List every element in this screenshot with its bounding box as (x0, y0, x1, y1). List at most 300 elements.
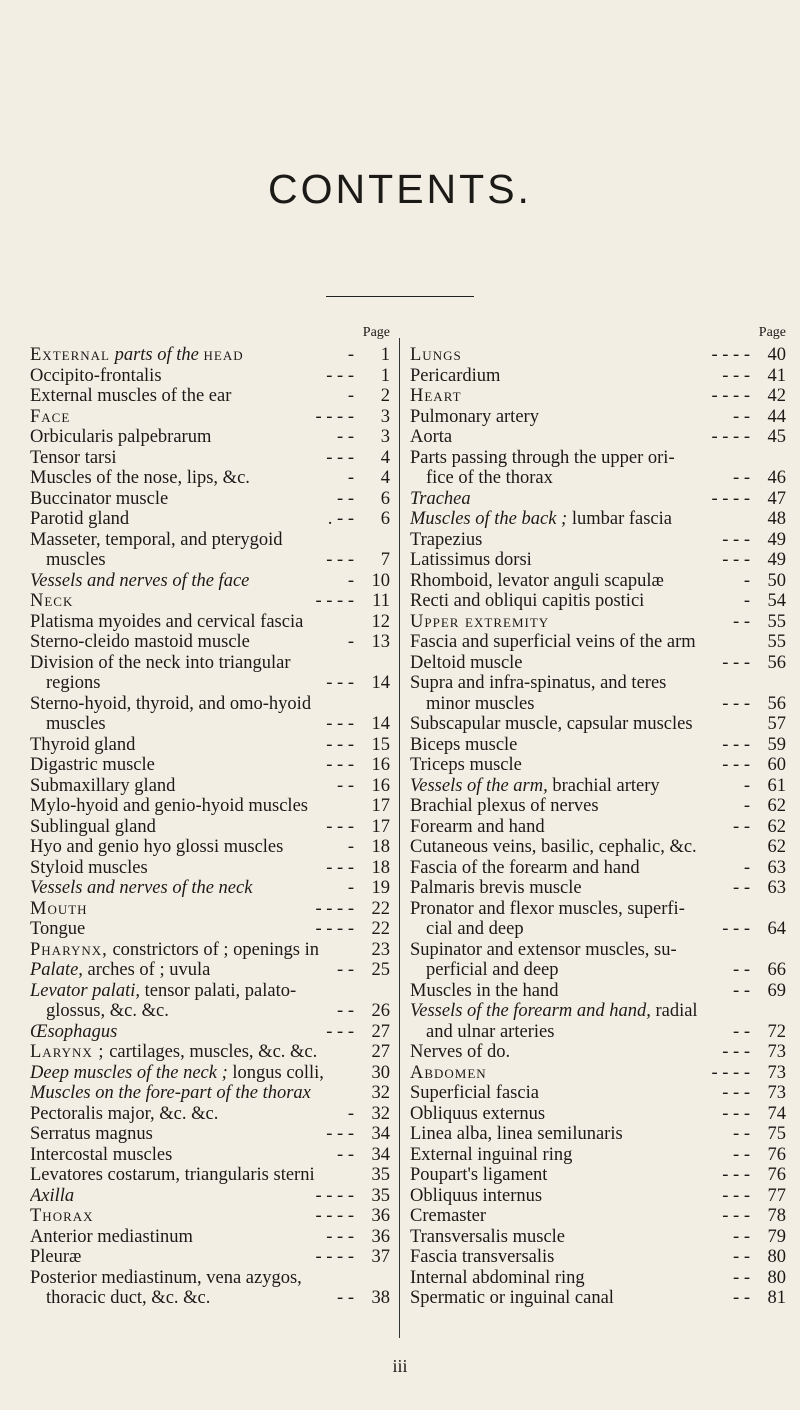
entry-title: Heart (410, 386, 462, 406)
contents-entry (410, 632, 786, 653)
contents-entry (30, 407, 390, 428)
contents-entry (410, 1165, 786, 1186)
entry-leader: - (347, 632, 354, 652)
contents-entry (410, 837, 786, 858)
contents-entry (410, 509, 786, 530)
entry-leader: - - (733, 1021, 750, 1042)
entry-title: Posterior mediastinum, vena azygos, (30, 1267, 302, 1288)
entry-title: Sterno-cleido mastoid muscle (30, 632, 250, 652)
contents-entry (410, 530, 786, 551)
entry-page-number: 22 (371, 898, 390, 919)
entry-leader: - - (733, 1267, 750, 1288)
entry-page-number: 42 (767, 386, 786, 406)
entry-leader: - (347, 570, 354, 591)
contents-entry (410, 919, 786, 940)
entry-leader: - (347, 878, 354, 898)
entry-page-number: 38 (371, 1288, 390, 1308)
contents-entry (30, 345, 390, 366)
contents-entry (30, 1042, 390, 1063)
entry-leader: - - - (722, 1083, 750, 1103)
contents-entry (30, 673, 390, 694)
entry-leader: - - - (326, 755, 354, 775)
entry-page-number: 12 (371, 611, 390, 632)
entry-title: Face (30, 406, 71, 427)
entry-leader: - (743, 591, 750, 611)
entry-leader: - - - - (711, 345, 750, 365)
entry-leader: - (347, 468, 354, 488)
contents-entry (30, 612, 390, 633)
entry-title: Obliquus externus (410, 1103, 546, 1124)
entry-page-number: 11 (372, 591, 390, 611)
entry-page-number: 4 (380, 447, 390, 468)
entry-leader: - - - - (711, 386, 750, 406)
entry-page-number: 27 (371, 1042, 390, 1062)
contents-entry (30, 571, 390, 592)
entry-title: Internal abdominal ring (410, 1267, 585, 1288)
entry-title: Levator palati, tensor palati, palato- (30, 980, 297, 1001)
contents-entry (410, 571, 786, 592)
entry-title: minor muscles (426, 693, 535, 714)
entry-page-number: 62 (767, 796, 786, 816)
contents-entry (410, 366, 786, 387)
entry-leader: - - - (722, 755, 750, 775)
contents-entry (30, 632, 390, 653)
entry-title: Vessels of the arm, brachial artery (410, 775, 660, 796)
entry-title: Axilla (30, 1185, 75, 1206)
entry-leader: - - (733, 816, 750, 837)
contents-entry (30, 1083, 390, 1104)
entry-page-number: 1 (380, 365, 390, 386)
entry-title: Pericardium (410, 365, 501, 386)
entry-page-number: 50 (767, 570, 786, 591)
entry-title: Occipito-frontalis (30, 365, 162, 386)
entry-title: Poupart's ligament (410, 1165, 548, 1185)
entry-leader: - - (337, 960, 354, 980)
entry-page-number: 73 (767, 1062, 786, 1083)
contents-entry (30, 427, 390, 448)
entry-leader: - - (733, 1288, 750, 1308)
contents-entry (410, 1063, 786, 1084)
contents-entry (410, 1227, 786, 1248)
entry-leader: - (743, 857, 750, 878)
contents-entry (410, 407, 786, 428)
entry-title: Mouth (30, 898, 88, 919)
contents-entry (410, 1247, 786, 1268)
entry-title: Recti and obliqui capitis postici (410, 591, 645, 611)
contents-entry (30, 960, 390, 981)
contents-entry (410, 612, 786, 633)
contents-entry (410, 653, 786, 674)
entry-title: Trachea (410, 488, 471, 509)
entry-page-number: 18 (371, 837, 390, 857)
contents-entry (30, 858, 390, 879)
entry-title: Pleuræ (30, 1247, 82, 1267)
contents-entry (410, 550, 786, 571)
entry-title: Triceps muscle (410, 755, 522, 775)
entry-leader: - - - - (315, 406, 354, 427)
entry-title: muscles (46, 550, 106, 570)
entry-leader: - - (733, 960, 750, 980)
entry-title: Thyroid gland (30, 734, 136, 755)
page-title: CONTENTS. (268, 166, 532, 212)
entry-title: Palate, arches of ; uvula (30, 960, 211, 980)
entry-page-number: 14 (371, 673, 390, 693)
entry-page-number: 34 (371, 1124, 390, 1144)
contents-entry (410, 981, 786, 1002)
entry-title: Orbicularis palpebrarum (30, 427, 212, 447)
entry-title: Vessels of the forearm and hand, radial (410, 1001, 698, 1021)
contents-entry (30, 1104, 390, 1125)
entry-title: Larynx ; cartilages, muscles, &c. &c. (30, 1042, 318, 1062)
entry-title: Transversalis muscle (410, 1226, 566, 1247)
entry-leader: - - - - (315, 1185, 354, 1206)
entry-page-number: 34 (371, 1144, 390, 1165)
contents-entry (30, 448, 390, 469)
entry-page-number: 62 (767, 816, 786, 837)
contents-entry (410, 591, 786, 612)
entry-title: Nerves of do. (410, 1042, 511, 1062)
entry-page-number: 15 (371, 734, 390, 755)
entry-page-number: 30 (371, 1062, 390, 1083)
entry-page-number: 46 (767, 468, 786, 488)
contents-entry (410, 1042, 786, 1063)
contents-entry (30, 694, 390, 715)
entry-leader: - (743, 570, 750, 591)
contents-entry (410, 1001, 786, 1022)
contents-entry (30, 653, 390, 674)
entry-page-number: 16 (371, 775, 390, 796)
entry-page-number: 3 (380, 406, 390, 427)
entry-title: External parts of the head (30, 345, 244, 365)
entry-page-number: 62 (767, 837, 786, 857)
entry-leader: - - (337, 1144, 354, 1165)
entry-page-number: 2 (380, 386, 390, 406)
entry-title: External inguinal ring (410, 1144, 573, 1165)
entry-page-number: 10 (371, 570, 390, 591)
entry-leader: - - - (326, 1226, 354, 1247)
entry-leader: - - - (722, 550, 750, 570)
contents-entry (410, 817, 786, 838)
contents-entry (410, 386, 786, 407)
contents-entry (410, 878, 786, 899)
contents-entry (410, 714, 786, 735)
entry-page-number: 73 (767, 1042, 786, 1062)
contents-entry (30, 940, 390, 961)
entry-title: Digastric muscle (30, 755, 155, 775)
entry-title: Fascia transversalis (410, 1247, 555, 1267)
contents-entry (30, 899, 390, 920)
entry-page-number: 36 (371, 1226, 390, 1247)
entry-leader: - - - (722, 1042, 750, 1062)
entry-page-number: 76 (767, 1165, 786, 1185)
entry-leader: - - (337, 1288, 354, 1308)
title-rule (326, 296, 474, 297)
entry-title: Deltoid muscle (410, 652, 523, 673)
entry-leader: - - - (326, 673, 354, 693)
page-folio: iii (392, 1356, 408, 1376)
contents-entry (30, 530, 390, 551)
entry-title: Linea alba, linea semilunaris (410, 1124, 623, 1144)
entry-leader: - - (733, 980, 750, 1001)
contents-entry (30, 714, 390, 735)
entry-title: Œsophagus (30, 1021, 118, 1042)
entry-page-number: 59 (767, 734, 786, 755)
entry-page-number: 41 (767, 365, 786, 386)
entry-title: Supra and infra-spinatus, and teres (410, 673, 667, 693)
contents-entry (410, 1186, 786, 1207)
entry-page-number: 61 (767, 775, 786, 796)
entry-leader: - - - (326, 365, 354, 386)
entry-title: cial and deep (426, 919, 524, 939)
entry-title: Deep muscles of the neck ; longus colli, (30, 1062, 324, 1083)
entry-leader: - - - (722, 919, 750, 939)
contents-entry (410, 694, 786, 715)
entry-title: Masseter, temporal, and pterygoid (30, 529, 283, 550)
contents-entry (410, 858, 786, 879)
entry-page-number: 73 (767, 1083, 786, 1103)
contents-entry (410, 940, 786, 961)
contents-entry (410, 345, 786, 366)
entry-leader: - (347, 345, 354, 365)
entry-page-number: 26 (371, 1001, 390, 1021)
entry-leader: - (347, 386, 354, 406)
contents-entry (30, 1165, 390, 1186)
contents-entry (30, 735, 390, 756)
contents-entry (410, 1206, 786, 1227)
contents-entry (410, 489, 786, 510)
contents-entry (30, 591, 390, 612)
entry-page-number: 6 (380, 488, 390, 509)
entry-page-number: 44 (767, 406, 786, 427)
contents-entry (30, 1186, 390, 1207)
entry-leader: - - - (722, 693, 750, 714)
entry-title: Division of the neck into triangular (30, 652, 291, 673)
contents-entry (410, 1145, 786, 1166)
entry-title: Muscles on the fore-part of the thorax (30, 1083, 311, 1103)
entry-title: perficial and deep (426, 960, 559, 980)
contents-entry (30, 1145, 390, 1166)
entry-title: Latissimus dorsi (410, 550, 532, 570)
contents-entry (30, 1124, 390, 1145)
entry-title: Trapezius (410, 529, 483, 550)
entry-title: Pronator and flexor muscles, superfi- (410, 898, 685, 919)
entry-leader: - - (733, 406, 750, 427)
entry-title: Neck (30, 591, 74, 611)
contents-entry (30, 1268, 390, 1289)
entry-title: Subscapular muscle, capsular muscles (410, 714, 693, 734)
entry-title: Muscles in the hand (410, 980, 559, 1001)
entry-title: Abdomen (410, 1062, 487, 1083)
contents-entry (410, 1288, 786, 1309)
contents-entry (30, 468, 390, 489)
entry-page-number: 16 (371, 755, 390, 775)
entry-title: Mylo-hyoid and genio-hyoid muscles (30, 796, 308, 816)
contents-entry (410, 1268, 786, 1289)
page-column-heading: Page (362, 325, 390, 340)
entry-page-number: 63 (767, 857, 786, 878)
entry-page-number: 55 (767, 611, 786, 632)
entry-leader: - (347, 1103, 354, 1124)
entry-title: Vessels and nerves of the neck (30, 878, 253, 898)
contents-entry (30, 489, 390, 510)
contents-entry (30, 878, 390, 899)
entry-page-number: 76 (767, 1144, 786, 1165)
entry-leader: - - - - (711, 488, 750, 509)
contents-entry (410, 1124, 786, 1145)
entry-leader: - - - (326, 1021, 354, 1042)
entry-title: Obliquus internus (410, 1185, 543, 1206)
entry-leader: - - - (722, 1103, 750, 1124)
contents-entry (410, 796, 786, 817)
entry-title: Parts passing through the upper ori- (410, 447, 675, 468)
entry-leader: - - - - (315, 591, 354, 611)
entry-title: Supinator and extensor muscles, su- (410, 939, 677, 960)
entry-title: Fascia of the forearm and hand (410, 857, 640, 878)
contents-entry (410, 735, 786, 756)
contents-entry (30, 919, 390, 940)
contents-entry (30, 981, 390, 1002)
entry-page-number: 49 (767, 529, 786, 550)
entry-title: Muscles of the back ; lumbar fascia (410, 509, 672, 529)
contents-entry (30, 1247, 390, 1268)
entry-title: Buccinator muscle (30, 488, 169, 509)
entry-leader: - - - (722, 529, 750, 550)
entry-leader: - - - - (315, 1247, 354, 1267)
entry-leader: - - - - (711, 1062, 750, 1083)
entry-leader: - - (733, 611, 750, 632)
entry-title: Superficial fascia (410, 1083, 539, 1103)
entry-title: thoracic duct, &c. &c. (46, 1288, 211, 1308)
contents-entry (410, 776, 786, 797)
entry-page-number: 35 (371, 1185, 390, 1206)
contents-entry (410, 1022, 786, 1043)
entry-title: Parotid gland (30, 509, 130, 529)
entry-title: Levatores costarum, triangularis sterni (30, 1165, 315, 1185)
contents-column-right (410, 325, 786, 1309)
entry-leader: - (743, 775, 750, 796)
entry-page-number: 18 (371, 857, 390, 878)
entry-leader: . - - (327, 509, 354, 529)
contents-entry (410, 468, 786, 489)
entry-page-number: 54 (767, 591, 786, 611)
entry-leader: - - - (326, 714, 354, 734)
contents-entry (30, 1288, 390, 1309)
entry-title: Muscles of the nose, lips, &c. (30, 468, 250, 488)
entry-page-number: 55 (767, 632, 786, 652)
entry-page-number: 49 (767, 550, 786, 570)
contents-entry (410, 1104, 786, 1125)
contents-entry (30, 796, 390, 817)
contents-entry (410, 960, 786, 981)
entry-page-number: 78 (767, 1206, 786, 1226)
contents-entry (30, 817, 390, 838)
entry-page-number: 56 (767, 693, 786, 714)
entry-title: Intercostal muscles (30, 1144, 173, 1165)
entry-leader: - - (733, 878, 750, 898)
entry-title: Serratus magnus (30, 1124, 153, 1144)
entry-leader: - - - (722, 734, 750, 755)
entry-leader: - (743, 796, 750, 816)
entry-leader: - - - (326, 816, 354, 837)
entry-page-number: 40 (767, 345, 786, 365)
entry-title: Pectoralis major, &c. &c. (30, 1103, 219, 1124)
entry-title: Sterno-hyoid, thyroid, and omo-hyoid (30, 693, 312, 714)
entry-title: regions (46, 673, 101, 693)
entry-leader: - - (337, 1001, 354, 1021)
entry-leader: - - - (326, 857, 354, 878)
entry-page-number: 25 (371, 960, 390, 980)
entry-title: Aorta (410, 427, 453, 447)
contents-entry (410, 755, 786, 776)
contents-entry (30, 755, 390, 776)
entry-page-number: 74 (767, 1103, 786, 1124)
entry-page-number: 14 (371, 714, 390, 734)
entry-title: Styloid muscles (30, 857, 148, 878)
entry-page-number: 19 (371, 878, 390, 898)
entry-page-number: 48 (767, 509, 786, 529)
contents-entry (410, 899, 786, 920)
entry-leader: - - (733, 1226, 750, 1247)
contents-entry (30, 1063, 390, 1084)
contents-entry (30, 366, 390, 387)
entry-leader: - - - - (315, 919, 354, 939)
entry-page-number: 77 (767, 1185, 786, 1206)
entry-leader: - - (733, 1144, 750, 1165)
entry-leader: - - - (326, 447, 354, 468)
entry-title: Hyo and genio hyo glossi muscles (30, 837, 284, 857)
entry-page-number: 4 (380, 468, 390, 488)
entry-page-number: 69 (767, 980, 786, 1001)
entry-leader: - - (337, 427, 354, 447)
entry-leader: - - (337, 488, 354, 509)
entry-title: Submaxillary gland (30, 775, 176, 796)
entry-page-number: 32 (371, 1103, 390, 1124)
entry-leader: - - (337, 775, 354, 796)
column-divider (399, 338, 400, 1338)
entry-leader: - - (733, 1124, 750, 1144)
entry-title: Pharynx, constrictors of ; openings in (30, 939, 319, 960)
entry-page-number: 80 (767, 1247, 786, 1267)
entry-title: Rhomboid, levator anguli scapulæ (410, 570, 664, 591)
entry-leader: - - - - (711, 427, 750, 447)
contents-entry (30, 1206, 390, 1227)
entry-page-number: 6 (380, 509, 390, 529)
entry-leader: - (347, 837, 354, 857)
entry-title: Tensor tarsi (30, 447, 117, 468)
entry-leader: - - - (326, 1124, 354, 1144)
entry-title: Upper extremity (410, 611, 550, 632)
entry-title: Brachial plexus of nerves (410, 796, 599, 816)
entry-page-number: 79 (767, 1226, 786, 1247)
entry-title: muscles (46, 714, 106, 734)
entry-page-number: 75 (767, 1124, 786, 1144)
entry-page-number: 35 (371, 1165, 390, 1185)
entry-title: Cutaneous veins, basilic, cephalic, &c. (410, 837, 697, 857)
entry-page-number: 27 (371, 1021, 390, 1042)
entry-title: Pulmonary artery (410, 406, 539, 427)
contents-entry (30, 386, 390, 407)
entry-page-number: 72 (767, 1021, 786, 1042)
entry-page-number: 32 (371, 1083, 390, 1103)
entry-title: Cremaster (410, 1206, 487, 1226)
entry-page-number: 17 (371, 796, 390, 816)
contents-entry (30, 776, 390, 797)
contents-column-left (30, 325, 390, 1309)
contents-entry (30, 837, 390, 858)
entry-leader: - - - (326, 550, 354, 570)
entry-title: Spermatic or inguinal canal (410, 1288, 614, 1308)
entry-title: glossus, &c. &c. (46, 1001, 169, 1021)
